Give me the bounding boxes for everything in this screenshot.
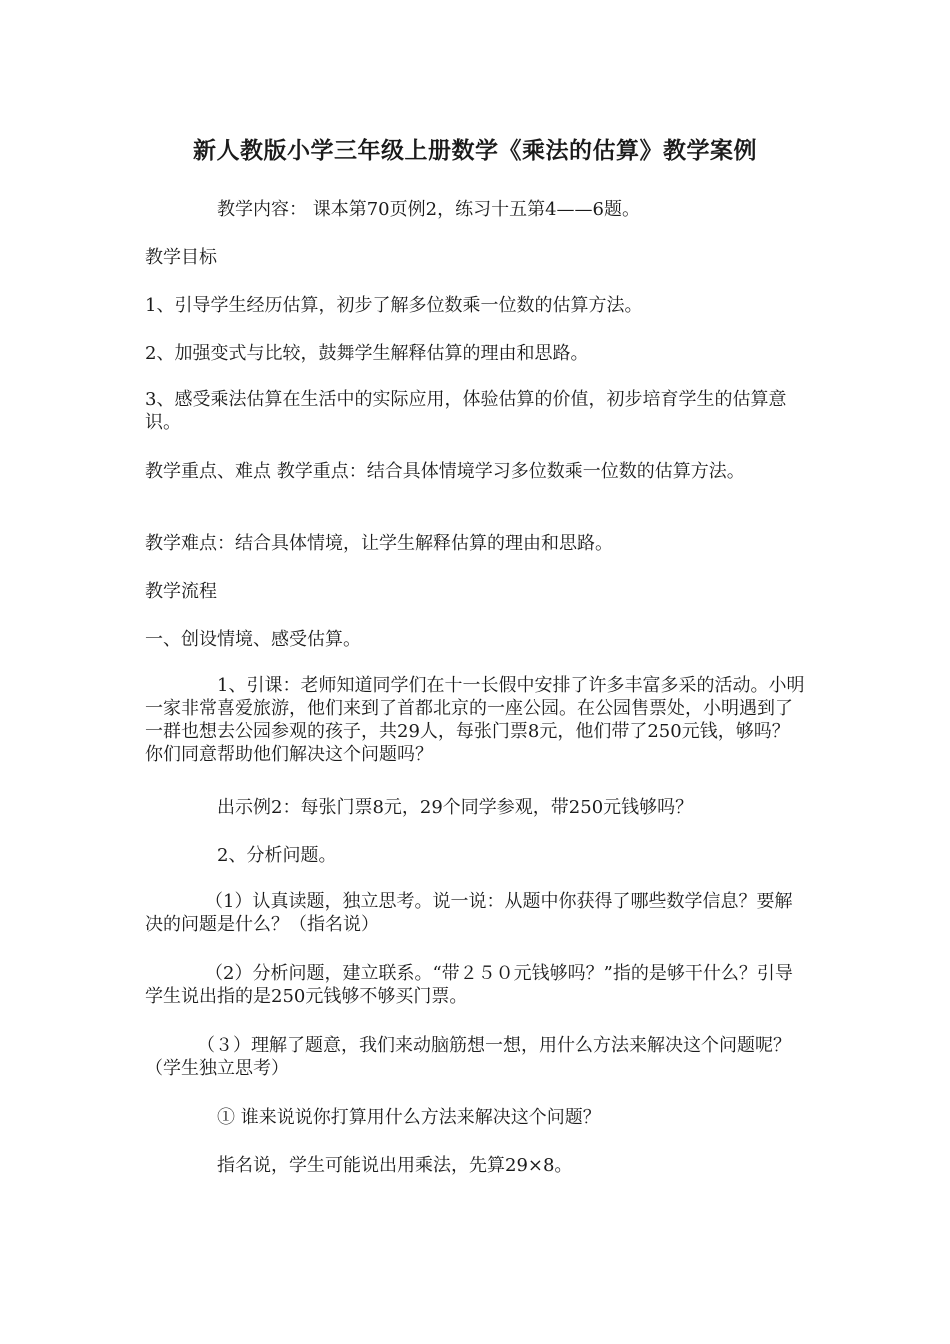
sub-step-1: （1）认真读题，独立思考。说一说：从题中你获得了哪些数学信息？要解决的问题是什么？（指名说） xyxy=(145,891,793,935)
goal-1: 1、引导学生经历估算，初步了解多位数乘一位数的估算方法。 xyxy=(145,295,643,316)
section-heading-goals: 教学目标 xyxy=(145,247,217,268)
difficult-points: 教学难点：结合具体情境，让学生解释估算的理由和思路。 xyxy=(145,533,613,554)
step-one-heading: 一、创设情境、感受估算。 xyxy=(145,629,361,650)
goal-3: 3、感受乘法估算在生活中的实际应用，体验估算的价值，初步培育学生的估算意识。 xyxy=(145,389,787,433)
document-title: 新人教版小学三年级上册数学《乘法的估算》教学案例 xyxy=(193,137,757,164)
key-points: 教学重点、难点 教学重点：结合具体情境学习多位数乘一位数的估算方法。 xyxy=(145,461,745,482)
analyze-problem: 2、分析问题。 xyxy=(217,845,337,866)
goal-2: 2、加强变式与比较，鼓舞学生解释估算的理由和思路。 xyxy=(145,343,589,364)
question-1: ① 谁来说说你打算用什么方法来解决这个问题？ xyxy=(217,1107,601,1128)
sub-step-2: （2）分析问题，建立联系。“带２５０元钱够吗？”指的是够干什么？引导学生说出指的是250元钱够不够买门票。 xyxy=(145,963,793,1007)
example-2: 出示例2：每张门票8元，29个同学参观，带250元钱够吗？ xyxy=(217,797,694,818)
intro-paragraph: 1、引课：老师知道同学们在十一长假中安排了许多丰富多采的活动。小明一家非常喜爱旅游，他们来到了首都北京的一座公园。在公园售票处，小明遇到了一群也想去公园参观的孩子，共29人，每张门票8元，他们带了250元钱，够吗？你们同意帮助他们解决这个问题吗？ xyxy=(145,675,805,765)
student-answer: 指名说，学生可能说出用乘法，先算29×8。 xyxy=(217,1155,573,1176)
section-heading-process: 教学流程 xyxy=(145,581,217,602)
teaching-content: 教学内容： 课本第70页例2，练习十五第4——6题。 xyxy=(217,199,640,220)
sub-step-3: （３）理解了题意，我们来动脑筋想一想，用什么方法来解决这个问题呢？（学生独立思考） xyxy=(145,1035,791,1079)
